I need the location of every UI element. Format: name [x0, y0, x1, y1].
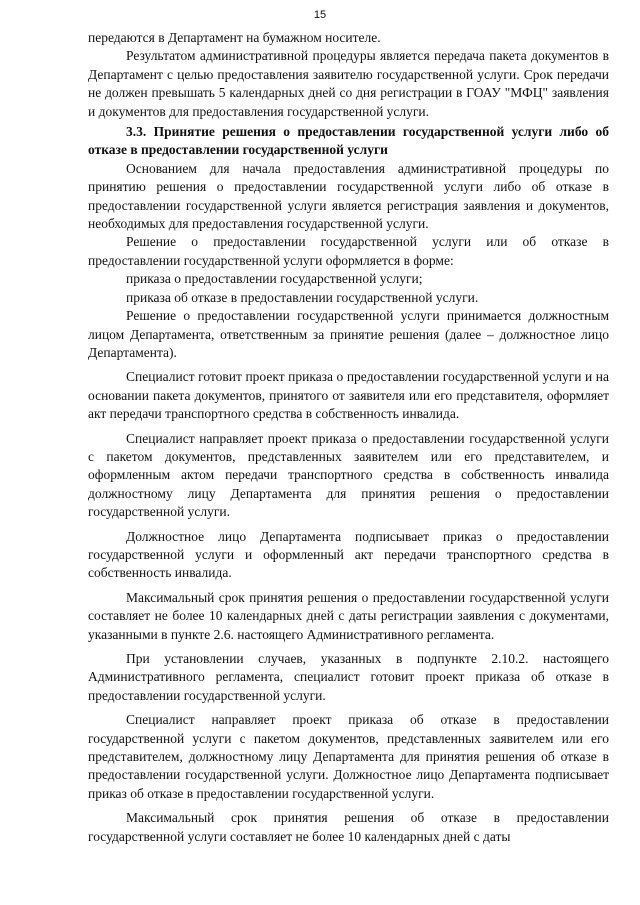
paragraph: Основанием для начала предоставления административной процедуры по принятию решения о предоставлении государственной услуги либо об отказе в предоставлении государственной услуги является регистрация заявления и документов, необходимых для предоставления государственной услуги.	[88, 160, 609, 232]
paragraph: Специалист направляет проект приказа об отказе в предоставлении государственной услуги с пакетом документов, представленных заявителем или его представителем, должностному лицу Департамента для принятия решения об отказе в предоставлении государственной услуги. Должностное лицо Департамента подписывает приказ об отказе в предоставлении государственной услуги.	[88, 712, 609, 801]
paragraph: Специалист направляет проект приказа о предоставлении государственной услуги с пакетом документов, представленных заявителем или его представителем, и оформленным актом передачи транспортного средства в собственность инвалида должностному лицу Департамента для принятия решения о предоставлении государственной услуги.	[88, 430, 609, 520]
paragraph: Специалист готовит проект приказа о предоставлении государственной услуги и на основании пакета документов, принятого от заявителя или его представителя, оформляет акт передачи транспортного средства в собственность инвалида.	[88, 369, 609, 422]
paragraph: Результатом административной процедуры является передача пакета документов в Департамент с целью предоставления заявителю государственной услуги. Срок передачи не должен превышать 5 календарных дней со дня регистрации в ГОАУ "МФЦ" заявления и документов для предоставления государственной услуги.	[88, 48, 609, 119]
paragraph: передаются в Департамент на бумажном носителе.	[88, 30, 381, 45]
paragraph: Решение о предоставлении государственной услуги принимается должностным лицом Департамента, ответственным за принятие решения (далее – должностное лицо Департамента).	[88, 308, 609, 360]
page-number: 15	[313, 9, 327, 21]
paragraph: Должностное лицо Департамента подписывает приказ о предоставлении государственной услуги и оформленный акт передачи транспортного средства в собственность инвалида.	[88, 528, 609, 581]
list-item: приказа об отказе в предоставлении государственной услуги.	[126, 289, 479, 305]
paragraph: Максимальный срок принятия решения об отказе в предоставлении государственной услуги составляет не более 10 календарных дней с даты	[88, 810, 609, 844]
document-body	[88, 29, 609, 846]
list-item: приказа о предоставлении государственной услуги;	[126, 271, 423, 287]
section-heading: 3.3. Принятие решения о предоставлении государственной услуги либо об отказе в предоставлении государственной услуги	[88, 124, 609, 158]
paragraph: Максимальный срок принятия решения о предоставлении государственной услуги составляет не более 10 календарных дней с даты регистрации заявления с документами, указанными в пункте 2.6. настоящего Административного регламента.	[88, 589, 609, 642]
paragraph: Решение о предоставлении государственной услуги или об отказе в предоставлении государственной услуги оформляется в форме:	[88, 234, 609, 268]
paragraph: При установлении случаев, указанных в подпункте 2.10.2. настоящего Административного регламента, специалист готовит проект приказа об отказе в предоставлении государственной услуги.	[88, 651, 609, 703]
